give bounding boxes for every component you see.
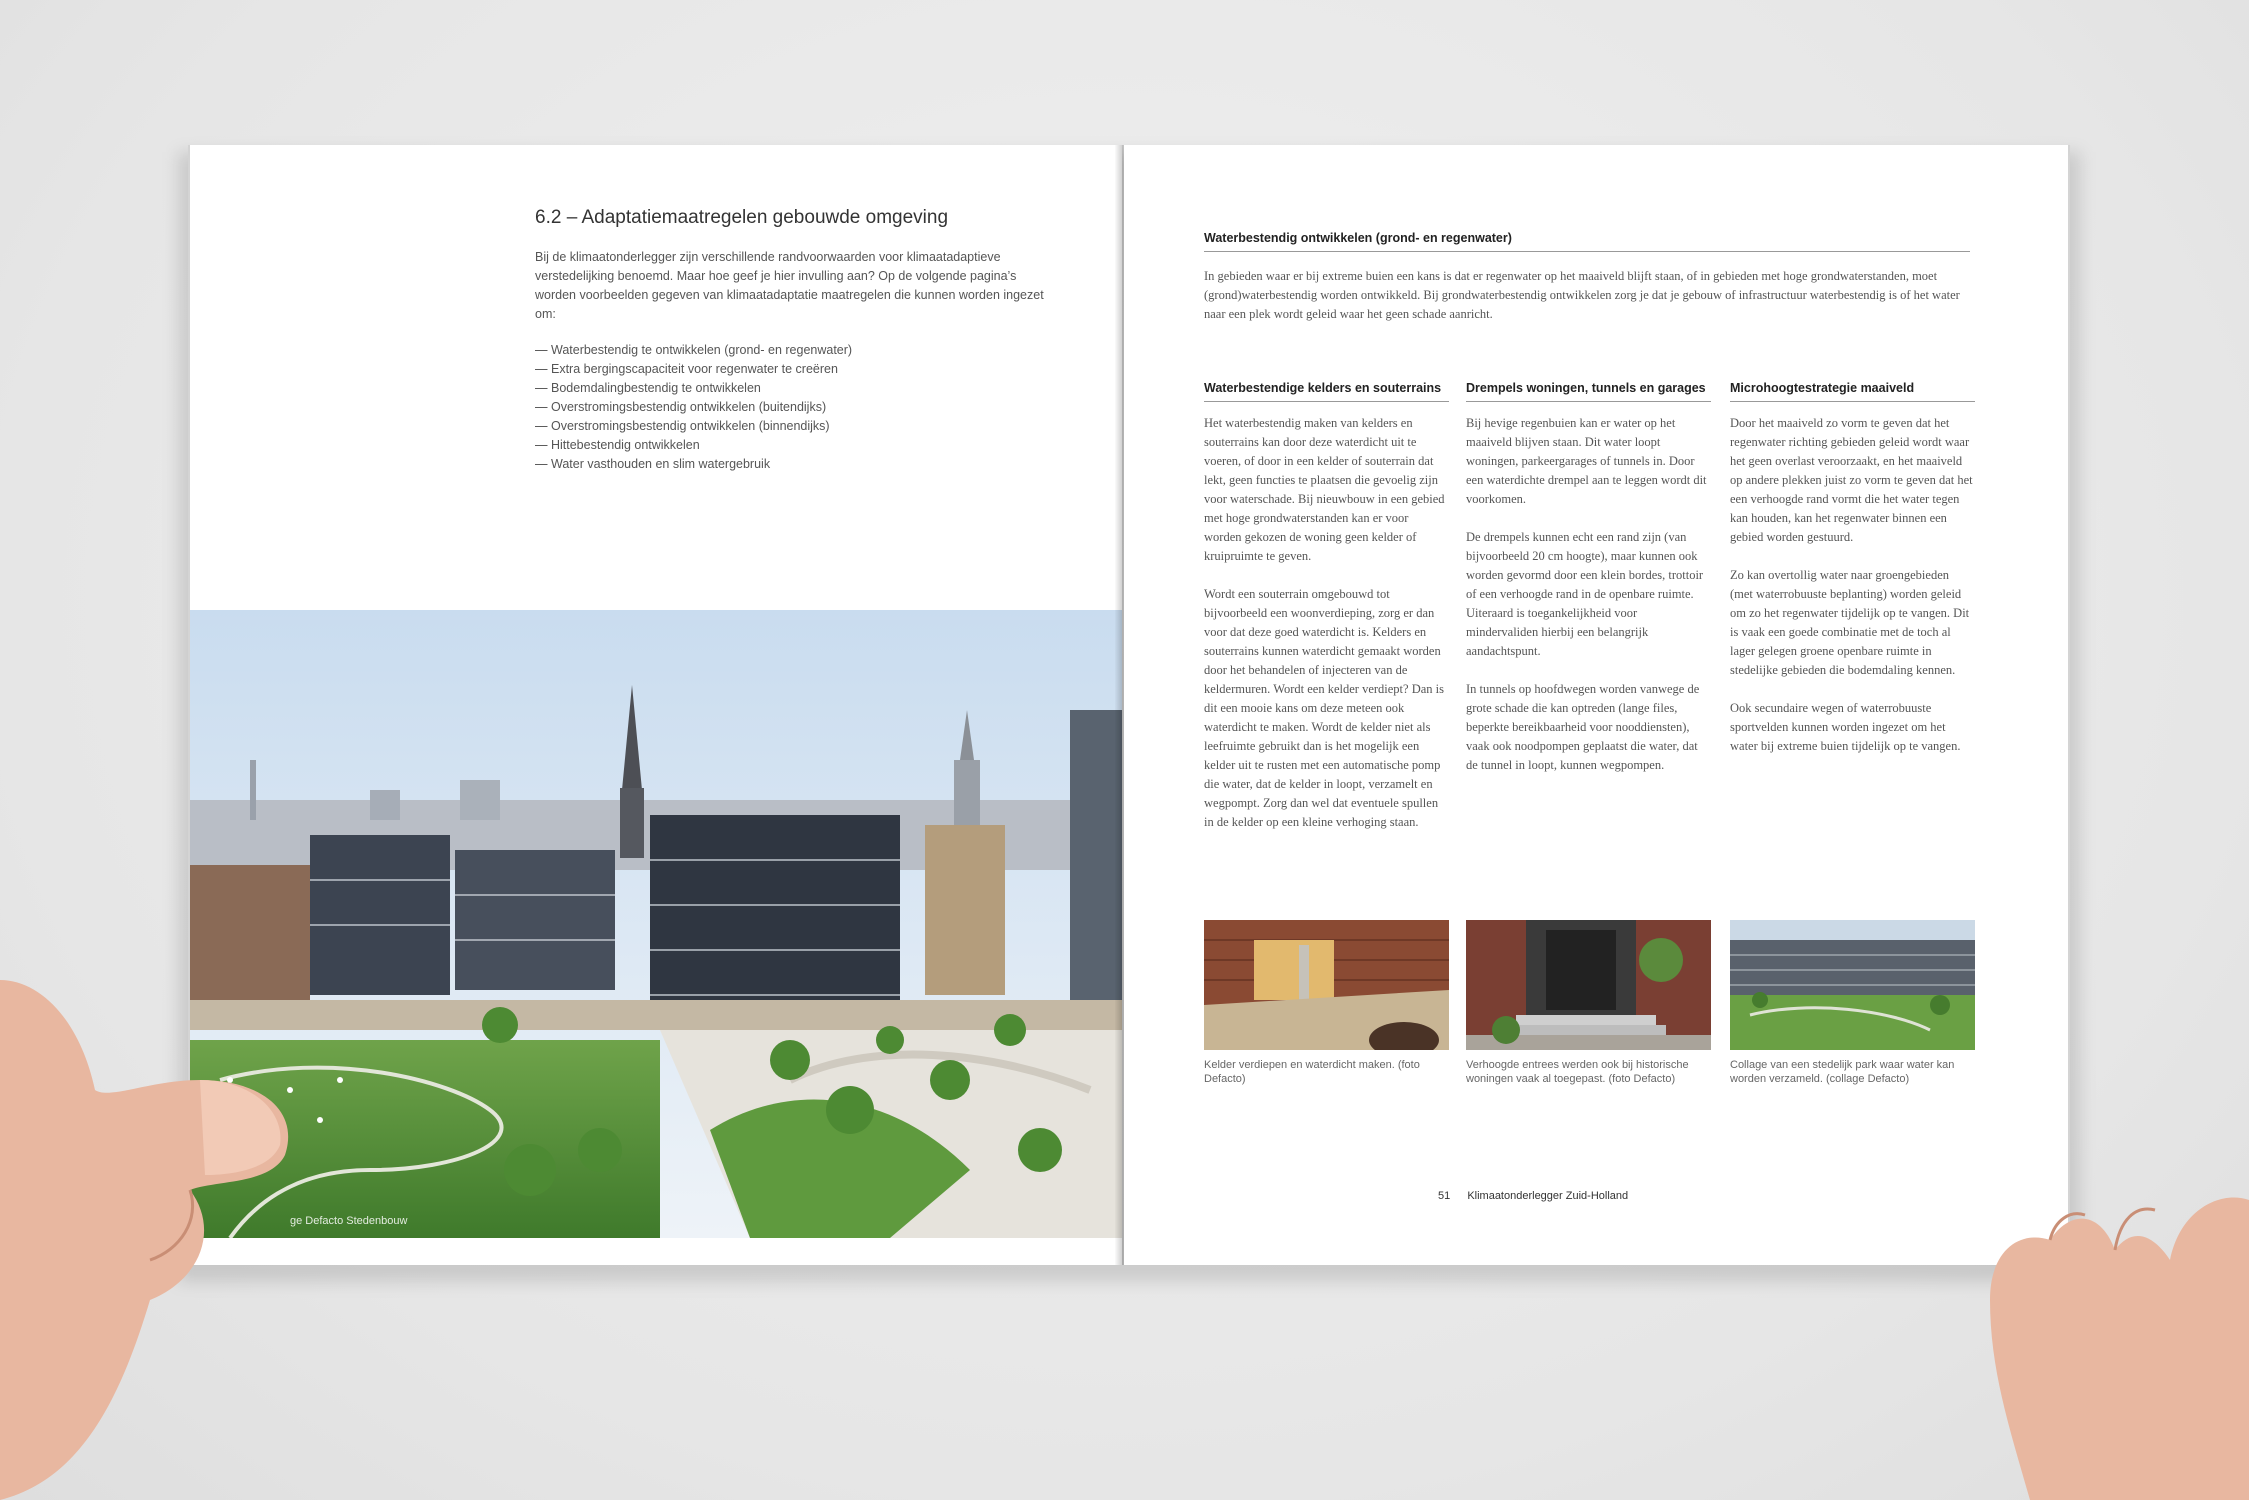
list-item: — Overstromingsbestendig ontwikkelen (buitendijks) bbox=[535, 398, 852, 417]
publication-title: Klimaatonderlegger Zuid-Holland bbox=[1467, 1190, 1629, 1202]
paragraph: Bij hevige regenbuien kan er water op het maaiveld blijven staan. Dit water loopt woningen, parkeergarages of tunnels in. Door een waterdichte drempel aan te leggen wordt dit voorkomen. bbox=[1466, 416, 1707, 506]
list-item: — Water vasthouden en slim watergebruik bbox=[535, 455, 852, 474]
list-item: — Bodemdalingbestendig te ontwikkelen bbox=[535, 379, 852, 398]
column-drempels bbox=[1466, 381, 1711, 794]
caption: Collage van een stedelijk park waar water kan worden verzameld. (collage Defacto) bbox=[1730, 1059, 1955, 1085]
page-number: 51 bbox=[1438, 1190, 1451, 1202]
column-body bbox=[1730, 414, 1975, 756]
photo-credit: ge Defacto Stedenbouw bbox=[290, 1215, 408, 1227]
column-heading: Drempels woningen, tunnels en garages bbox=[1466, 381, 1711, 402]
page-footer bbox=[1438, 1190, 1642, 1202]
basement-photo bbox=[1204, 920, 1449, 1050]
paragraph: De drempels kunnen echt een rand zijn (van bijvoorbeeld 20 cm hoogte), maar kunnen ook worden gevormd door een klein bordes, trottoir of een verhoogde rand in de openbare ruimte. Uiteraard is toegankelijkheid voor mindervaliden hierbij een belangrijk aandachtspunt. bbox=[1466, 530, 1704, 658]
column-heading: Microhoogtestrategie maaiveld bbox=[1730, 381, 1975, 402]
section-title: 6.2 – Adaptatiemaatregelen gebouwde omgeving bbox=[535, 207, 949, 228]
right-hand bbox=[1880, 1170, 2249, 1500]
list-item: — Extra bergingscapaciteit voor regenwater te creëren bbox=[535, 360, 852, 379]
paragraph: Door het maaiveld zo vorm te geven dat het regenwater richting gebieden geleid wordt waar het geen overlast veroorzaakt, en het maaiveld op andere plekken juist zo vorm te geven dat het een verhoogde rand vormt die het water tegen kan houden, kan het regenwater binnen een gebied worden gestuurd. bbox=[1730, 416, 1973, 544]
paragraph: Het waterbestendig maken van kelders en souterrains kan door deze waterdicht uit te voeren, of door in een kelder of souterrain dat lekt, geen functies te plaatsen die gevoelig zijn voor waterschade. Bij nieuwbouw in een gebied met hoge grondwaterstanden kan er voor worden gekozen de woning geen kelder of kruipruimte te geven. bbox=[1204, 416, 1445, 563]
measures-list bbox=[535, 341, 852, 474]
column-body bbox=[1466, 414, 1711, 775]
paragraph: Wordt een souterrain omgebouwd tot bijvoorbeeld een woonverdieping, zorg er dan voor dat deze goed waterdicht is. Kelders en souterrains kunnen waterdicht gemaakt worden door het behandelen of injecteren van de keldermuren. Wordt een kelder verdiept? Dan is dit een mooie kans om deze meteen ook waterdicht te maken. Wordt de kelder niet als leefruimte gebruikt dan is het mogelijk een kelder uit te rusten met een automatische pomp die water, dat de kelder in loopt, verzamelt en wegpompt. Zorg dan wel dat eventuele spullen in de kelder op een kleine verhoging staan. bbox=[1204, 587, 1444, 829]
paragraph: In tunnels op hoofdwegen worden vanwege de grote schade die kan optreden (lange files, beperkte bereikbaarheid voor nooddiensten), vaak ook noodpompen geplaatst die water, dat de tunnel in loopt, kunnen wegpompen. bbox=[1466, 682, 1700, 772]
column-heading: Waterbestendige kelders en souterrains bbox=[1204, 381, 1449, 402]
entrance-photo bbox=[1466, 920, 1711, 1050]
right-page bbox=[1124, 145, 2070, 1265]
left-hand bbox=[0, 980, 370, 1500]
column-microhoogte bbox=[1730, 381, 1975, 775]
intro-text: Bij de klimaatonderlegger zijn verschillende randvoorwaarden voor klimaatadaptieve verstedelijking benoemd. Maar hoe geef je hier invulling aan? Op de volgende pagina’s worden voorbeelden gegeven van klimaatadaptatie maatregelen die kunnen worden ingezet om: bbox=[535, 250, 1044, 321]
column-body bbox=[1204, 414, 1449, 832]
park-collage-photo bbox=[1730, 920, 1975, 1050]
paragraph: Zo kan overtollig water naar groengebieden (met waterrobuuste beplanting) worden geleid om zo het regenwater tijdelijk op te vangen. Dit is vaak een goede combinatie met de toch al lager gelegen groene openbare ruimte in stedelijke gebieden die bodemdaling kennen. bbox=[1730, 568, 1970, 677]
list-item: — Overstromingsbestendig ontwikkelen (binnendijks) bbox=[535, 417, 852, 436]
caption: Verhoogde entrees werden ook bij historische woningen vaak al toegepast. (foto Defacto) bbox=[1466, 1059, 1689, 1085]
list-item: — Hittebestendig ontwikkelen bbox=[535, 436, 852, 455]
list-item: — Waterbestendig te ontwikkelen (grond- en regenwater) bbox=[535, 341, 852, 360]
paragraph: Ook secundaire wegen of waterrobuuste sportvelden kunnen worden ingezet om het water bij extreme buien tijdelijk op te vangen. bbox=[1730, 701, 1961, 753]
column-kelders bbox=[1204, 381, 1449, 851]
right-intro: In gebieden waar er bij extreme buien een kans is dat er regenwater op het maaiveld blijft staan, of in gebieden met hoge grondwaterstanden, moet (grond)waterbestendig worden ontwikkeld. Bij grondwaterbestendig ontwikkelen zorg je dat je gebouw of infrastructuur waterbestendig is of het water naar een plek wordt geleid waar het geen schade aanricht. bbox=[1204, 269, 1960, 321]
caption: Kelder verdiepen en waterdicht maken. (foto Defacto) bbox=[1204, 1059, 1420, 1085]
right-heading: Waterbestendig ontwikkelen (grond- en regenwater) bbox=[1204, 231, 1970, 252]
